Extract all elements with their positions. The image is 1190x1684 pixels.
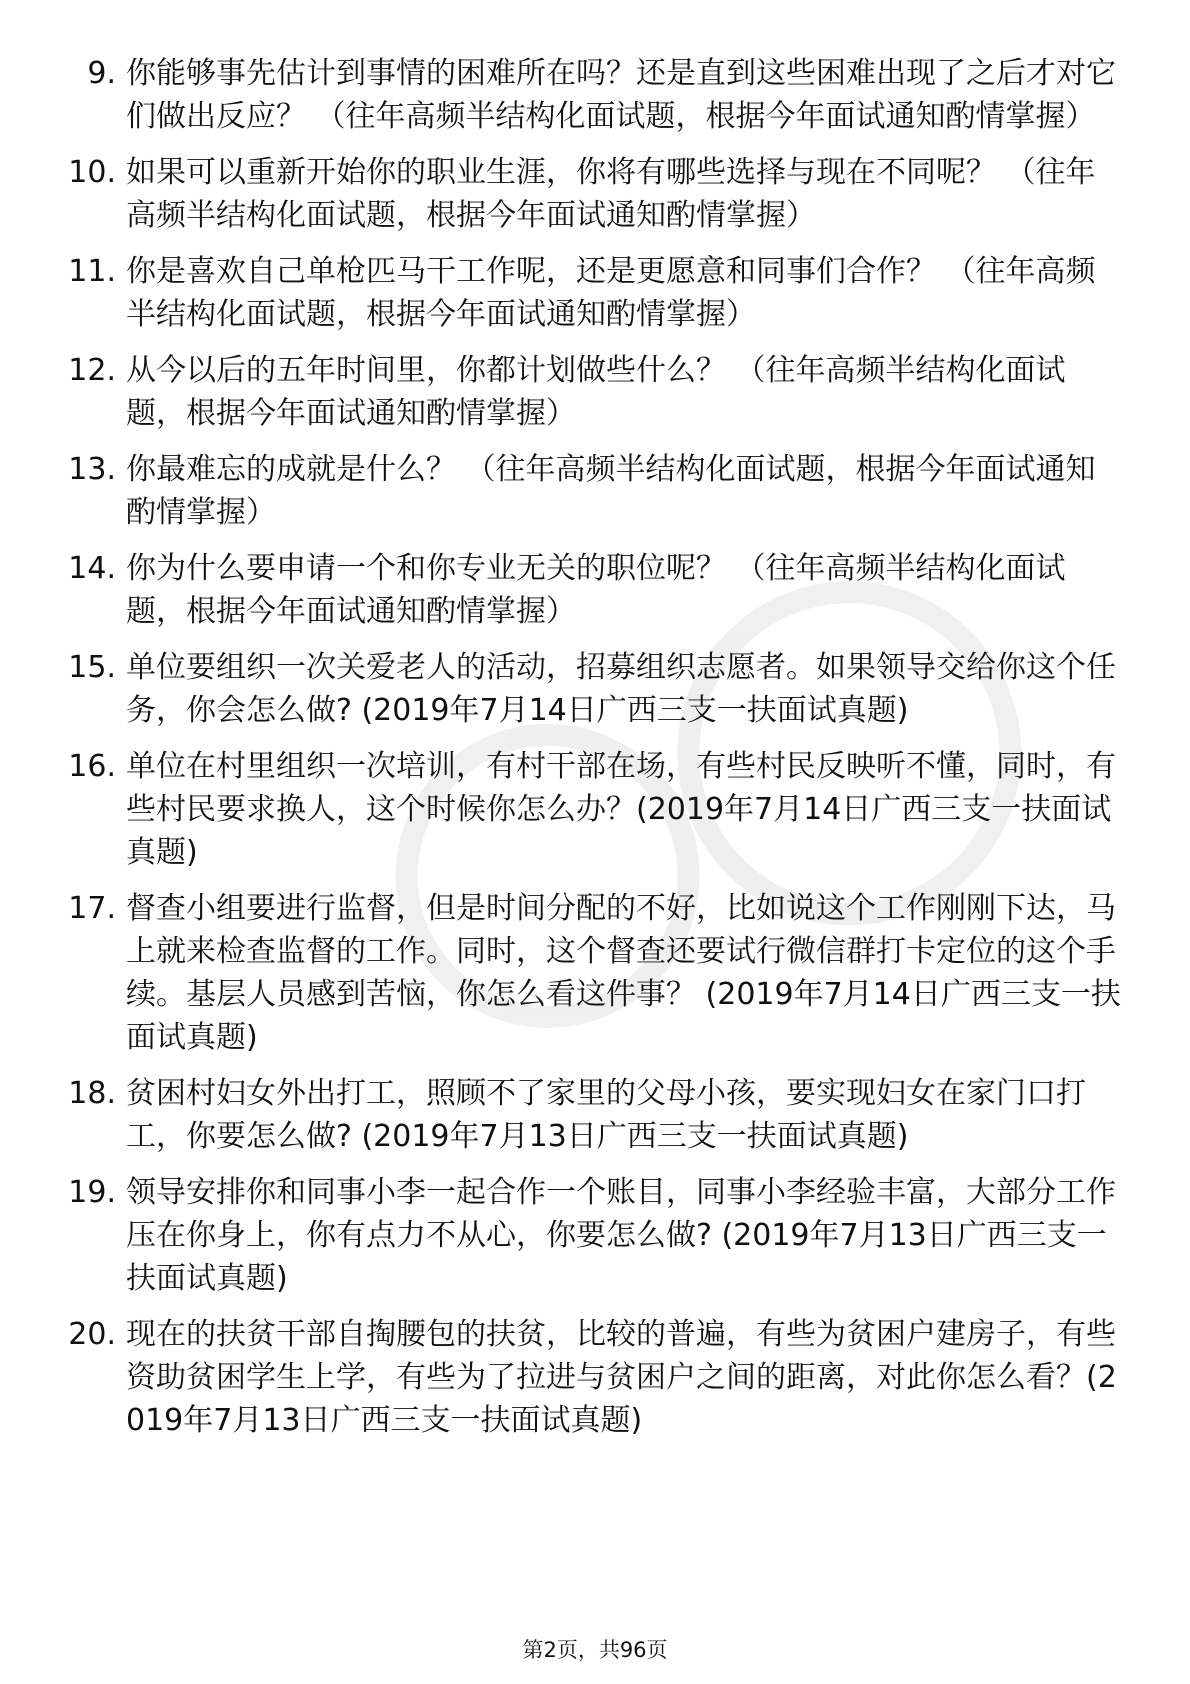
page-footer: 第2页，共96页 <box>522 1638 668 1662</box>
question-item <box>60 547 1125 633</box>
question-list <box>60 52 1125 1455</box>
question-item <box>60 151 1125 237</box>
question-text: 单位要组织一次关爱老人的活动，招募组织志愿者。如果领导交给你这个任务，你会怎么做? (2019年7月14日广西三支一扶面试真题) <box>126 650 1116 728</box>
question-text: 你为什么要申请一个和你专业无关的职位呢？ （往年高频半结构化面试题，根据今年面试通知酌情掌握） <box>126 551 1066 629</box>
question-number: 14. <box>68 551 116 586</box>
question-text: 领导安排你和同事小李一起合作一个账目，同事小李经验丰富，大部分工作压在你身上，你有点力不从心，你要怎么做? (2019年7月13日广西三支一扶面试真题) <box>126 1175 1116 1296</box>
question-text: 从今以后的五年时间里，你都计划做些什么？ （往年高频半结构化面试题，根据今年面试通知酌情掌握） <box>126 353 1066 431</box>
question-number: 11. <box>68 254 116 289</box>
question-text: 现在的扶贫干部自掏腰包的扶贫，比较的普遍，有些为贫困户建房子，有些资助贫困学生上学，有些为了拉进与贫困户之间的距离，对此你怎么看？(2019年7月13日广西三支一扶面试真题) <box>126 1317 1117 1438</box>
question-number: 17. <box>68 891 116 926</box>
question-number: 16. <box>68 749 116 784</box>
question-item <box>60 448 1125 534</box>
question-item <box>60 1072 1125 1158</box>
question-item <box>60 52 1125 138</box>
question-number: 12. <box>68 353 116 388</box>
question-number: 15. <box>68 650 116 685</box>
question-item <box>60 1171 1125 1300</box>
question-number: 10. <box>68 155 116 190</box>
question-text: 你最难忘的成就是什么？ （往年高频半结构化面试题，根据今年面试通知酌情掌握） <box>126 452 1096 530</box>
question-item <box>60 1313 1125 1442</box>
question-number: 18. <box>68 1076 116 1111</box>
question-number: 13. <box>68 452 116 487</box>
question-text: 你能够事先估计到事情的困难所在吗？还是直到这些困难出现了之后才对它们做出反应？ （往年高频半结构化面试题，根据今年面试通知酌情掌握） <box>126 56 1116 134</box>
question-item <box>60 887 1125 1059</box>
question-text: 单位在村里组织一次培训，有村干部在场，有些村民反映听不懂，同时，有些村民要求换人，这个时候你怎么办？(2019年7月14日广西三支一扶面试真题) <box>126 749 1116 870</box>
question-item <box>60 349 1125 435</box>
question-item <box>60 250 1125 336</box>
question-text: 你是喜欢自己单枪匹马干工作呢，还是更愿意和同事们合作？ （往年高频半结构化面试题，根据今年面试通知酌情掌握） <box>126 254 1096 332</box>
question-text: 如果可以重新开始你的职业生涯，你将有哪些选择与现在不同呢？ （往年高频半结构化面试题，根据今年面试通知酌情掌握） <box>126 155 1096 233</box>
question-text: 督查小组要进行监督，但是时间分配的不好，比如说这个工作刚刚下达，马上就来检查监督的工作。同时，这个督查还要试行微信群打卡定位的这个手续。基层人员感到苦恼，你怎么看这件事？ (2019年7月14日广西三支一扶面试真题) <box>126 891 1121 1055</box>
question-number: 9. <box>87 56 116 91</box>
question-text: 贫困村妇女外出打工，照顾不了家里的父母小孩，要实现妇女在家门口打工，你要怎么做? (2019年7月13日广西三支一扶面试真题) <box>126 1076 1086 1154</box>
question-item <box>60 745 1125 874</box>
question-item <box>60 646 1125 732</box>
question-number: 19. <box>68 1175 116 1210</box>
question-number: 20. <box>68 1317 116 1352</box>
